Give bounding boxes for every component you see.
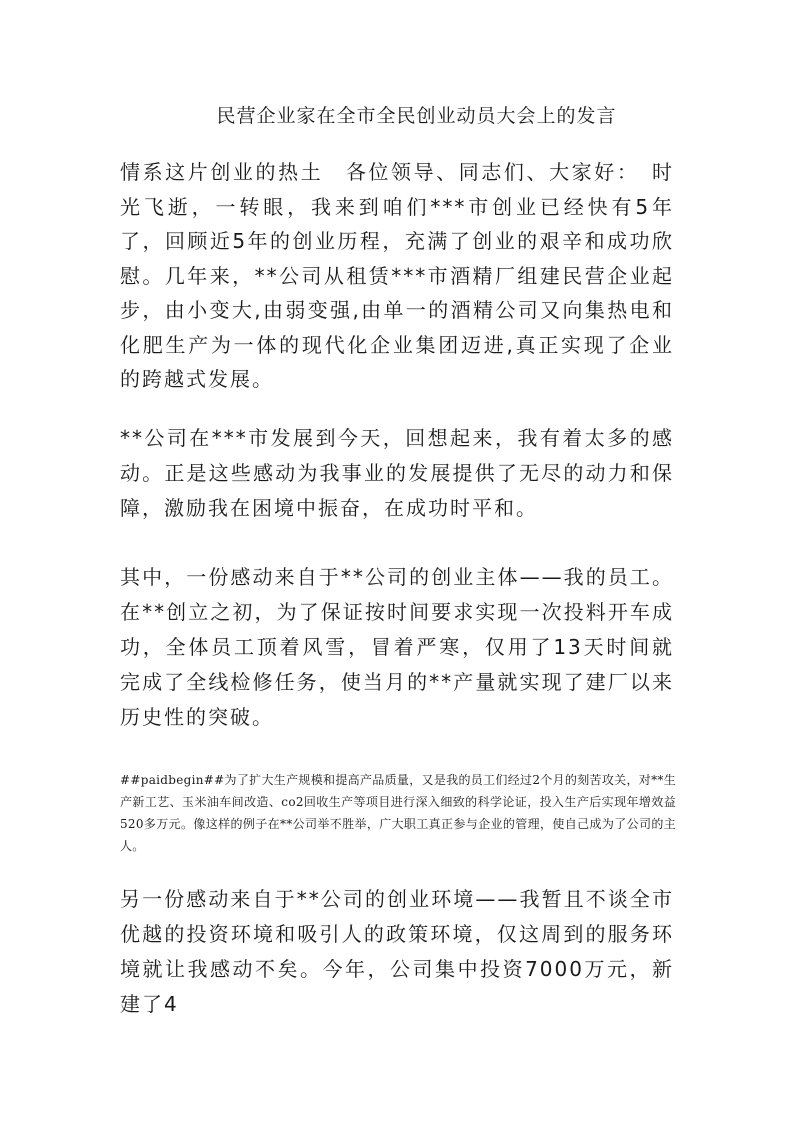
paragraph-paid-section: ##paidbegin##为了扩大生产规模和提高产品质量，又是我的员工们经过2个月的刻苦攻关，对**生产新工艺、玉米油车间改造、co2回收生产等项目进行深入细致的科学论证，投入生产后实现年增效益520多万元。像这样的例子在**公司举不胜举，广大职工真正参与企业的管理，使自己成为了公司的主人。: [120, 773, 676, 853]
paragraph-greeting: 情系这片创业的热土 各位领导、同志们、大家好： 时光飞逝，一转眼，我来到咱们***市创业已经快有5年了，回顾近5年的创业历程，充满了创业的艰辛和成功欣慰。几年来，**公司从租赁***市酒精厂组建民营企业起步，由小变大,由弱变强,由单一的酒精公司又向集热电和化肥生产为一体的现代化企业集团迈进,真正实现了企业的跨越式发展。: [120, 160, 674, 391]
paragraph-gratitude: **公司在***市发展到今天，回想起来，我有着太多的感动。正是这些感动为我事业的发展提供了无尽的动力和保障，激励我在困境中振奋，在成功时平和。: [120, 426, 674, 520]
paragraph-employees: 其中，一份感动来自于**公司的创业主体——我的员工。在**创立之初，为了保证按时间要求实现一次投料开车成功，全体员工顶着风雪，冒着严寒，仅用了13天时间就完成了全线检修任务，使当月的**产量就实现了建厂以来历史性的突破。: [120, 565, 674, 729]
document-title: 民营企业家在全市全民创业动员大会上的发言: [216, 105, 617, 127]
paragraph-environment: 另一份感动来自于**公司的创业环境——我暂且不谈全市优越的投资环境和吸引人的政策环境，仅这周到的服务环境就让我感动不矣。今年，公司集中投资7000万元，新建了4: [120, 887, 674, 1016]
